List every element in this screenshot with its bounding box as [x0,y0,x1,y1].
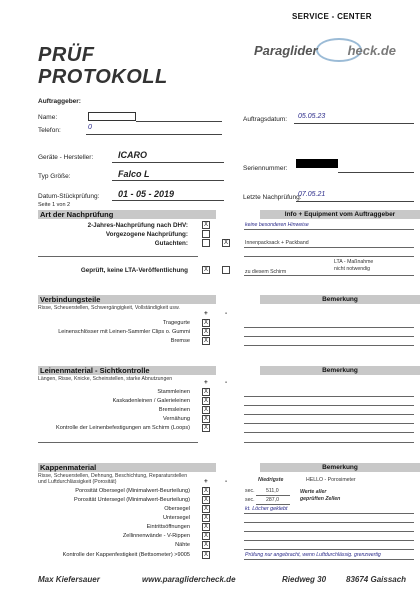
name-label: Name: [38,114,58,121]
connectors-checkbox[interactable]: X [203,338,208,344]
connectors-minus: - [225,310,228,317]
section-connectors-title: Verbindungsteile [38,295,216,304]
page-title-line2: PROTOKOLL [38,66,168,88]
canopy-checkbox[interactable]: X [203,497,208,503]
canopy-sec-value-2: 287,0 [266,497,279,503]
lta-measure-label: LTA - Maßnahme [334,259,374,265]
canopy-porosimeter-label: HELLO - Porosimeter [306,477,356,483]
paraglidercheck-logo [254,38,414,66]
section-equipment-title: Info + Equipment vom Auftraggeber [260,210,420,219]
lta-minus-checkbox[interactable] [222,266,230,274]
footer-street: Riedweg 30 [282,575,327,584]
canopy-checkbox[interactable]: X [203,542,208,548]
canopy-note-2: geprüften Zellen [300,496,341,502]
lines-row-label: Kaskadenleinen / Galerieleinen [112,398,190,404]
lines-checkbox[interactable]: X [203,416,208,422]
section-lines-title: Leinenmaterial - Sichtkontrolle [38,366,216,375]
section-canopy-remark: Bemerkung [260,463,420,472]
footer-city: 83674 Gaissach [346,575,407,584]
equipment-checkbox[interactable]: X [223,240,228,246]
canopy-row-label: Untersegel [162,515,190,521]
section-canopy-subtitle-2: und Luftdurchlässigkeit (Porosität) [38,479,117,485]
check-date-value: 01 - 05 - 2019 [118,189,175,199]
equipment-note: keine besonderen Hinweise [245,222,309,228]
lines-row-label: Vernähung [162,416,190,422]
section-inspection-type-header [38,210,418,219]
canopy-plus: + [204,478,208,485]
canopy-checkbox[interactable]: X [203,533,208,539]
connectors-plus: + [204,310,208,317]
order-date-value: 05.05.23 [298,113,326,120]
section-connectors-header [38,295,418,304]
service-center-label: SERVICE - CENTER [292,12,372,21]
section-lines-remark: Bemerkung [260,366,420,375]
serial-redacted [296,159,338,168]
canopy-row-label: Obersegel [164,506,190,512]
canopy-checkbox[interactable]: X [203,488,208,494]
footer-url[interactable]: www.paraglidercheck.de [142,575,236,584]
connectors-row-label: Bremse [170,338,190,344]
lines-row-label: Kontrolle der Leinenbefestigungen am Schirm (Loops) [55,425,190,431]
page-title-line1: PRÜF [38,44,95,66]
name-underline [136,113,222,122]
serial-label: Seriennummer: [243,165,288,172]
page-number: Seite 1 von 2 [38,202,71,208]
logo-text: Paraglider heck.de [254,43,397,58]
canopy-lowest-label: Niedrigste [258,477,284,483]
canopy-sec-label-2: sec. [245,497,255,503]
connectors-row-label: Leinenschlösser mit Leinen-Sammler Clips o. Gummi [58,329,190,335]
connectors-checkbox[interactable]: X [203,320,208,326]
section-canopy-header [38,463,418,472]
lines-checkbox[interactable]: X [203,398,208,404]
inspection-early-label: Vorgezogene Nachprüfung: [105,231,188,238]
section-canopy-subtitle-1: Risse, Scheuerstellen, Dehnung, Beschichtung, Reparaturstellen [38,473,188,479]
order-date-label: Auftragsdatum: [243,116,288,123]
inspection-early-checkbox[interactable] [202,230,210,238]
inspection-2year-label: 2-Jahres-Nachprüfung nach DHV: [87,222,188,229]
canopy-sec-value-1: 511,0 [266,488,279,494]
section-inspection-type-title: Art der Nachprüfung [38,210,216,219]
section-connectors-subtitle: Risse, Scheuerstellen, Schwergängigkeit, Vollständigkeit usw. [38,305,180,311]
canopy-row-label: Eintrittsöffnungen [146,524,190,530]
footer-name: Max Kiefersauer [38,575,100,584]
connectors-row-label: Tragegurte [162,320,190,326]
section-lines-header [38,366,418,375]
serial-field[interactable] [338,164,414,173]
canopy-row-label: Porosität Untersegel (Minimalwert-Beurteilung) [74,497,190,503]
section-connectors-remark: Bemerkung [260,295,420,304]
phone-label: Telefon: [38,127,61,134]
connectors-checkbox[interactable]: X [203,329,208,335]
canopy-bottom-note: Prüfung nur angebracht, wenn Luftdurchlässig. grenzwertig [245,552,381,558]
lta-measure-value: nicht notwendig [334,266,371,272]
section-lines-subtitle: Längen, Risse, Knicke, Scheinstellen, starke Abnutzungen [38,376,173,382]
canopy-checkbox[interactable]: X [203,552,208,558]
lines-plus: + [204,379,208,386]
inspection-2year-checkbox[interactable]: X [203,222,208,228]
canopy-checkbox[interactable]: X [203,524,208,530]
lines-checkbox[interactable]: X [203,407,208,413]
lines-row-label: Bremsleinen [158,407,190,413]
inspection-report-label: Gutachten: [154,240,188,247]
canopy-row-label: Zellinnenwände - V-Rippen [122,533,190,539]
lines-minus: - [225,379,228,386]
manufacturer-label: Geräte - Hersteller: [38,154,94,161]
lines-row-label: Stammleinen [157,389,190,395]
name-field[interactable] [88,112,136,121]
last-check-value: 07.05.21 [298,191,326,198]
inspection-report-checkbox[interactable] [202,239,210,247]
last-check-label: Letzte Nachprüfung: [243,194,302,201]
lta-right-label: zu diesem Schirm [245,269,287,275]
phone-field[interactable] [86,126,222,135]
canopy-checkbox[interactable]: X [203,515,208,521]
canopy-row-label: Porosität Obersegel (Minimalwert-Beurteilung) [75,488,190,494]
manufacturer-value: ICARO [118,150,147,160]
lta-checkbox[interactable]: X [203,267,208,273]
check-date-label: Datum-Stückprüfung: [38,193,100,200]
lines-checkbox[interactable]: X [203,425,208,431]
canopy-row-label: Kontrolle der Kappenfestigkeit (Bettsometer) >9005 [62,552,190,558]
canopy-note-3: kt. Löcher geklebt [245,506,288,512]
client-heading: Auftraggeber: [38,98,81,105]
canopy-row-label: Nähte [175,542,190,548]
section-canopy-title: Kappenmaterial [38,463,216,472]
canopy-note-1: Werte aller [300,489,327,495]
lta-label: Geprüft, keine LTA-Veröffentlichung [80,267,188,274]
canopy-minus: - [225,478,228,485]
size-value: Falco L [118,169,150,179]
phone-value: 0 [88,124,92,131]
size-label: Typ Größe: [38,173,71,180]
canopy-sec-label-1: sec. [245,488,255,494]
equipment-value: Innenpacksack + Packband [245,240,309,246]
canopy-checkbox[interactable]: X [203,506,208,512]
lines-checkbox[interactable]: X [203,389,208,395]
